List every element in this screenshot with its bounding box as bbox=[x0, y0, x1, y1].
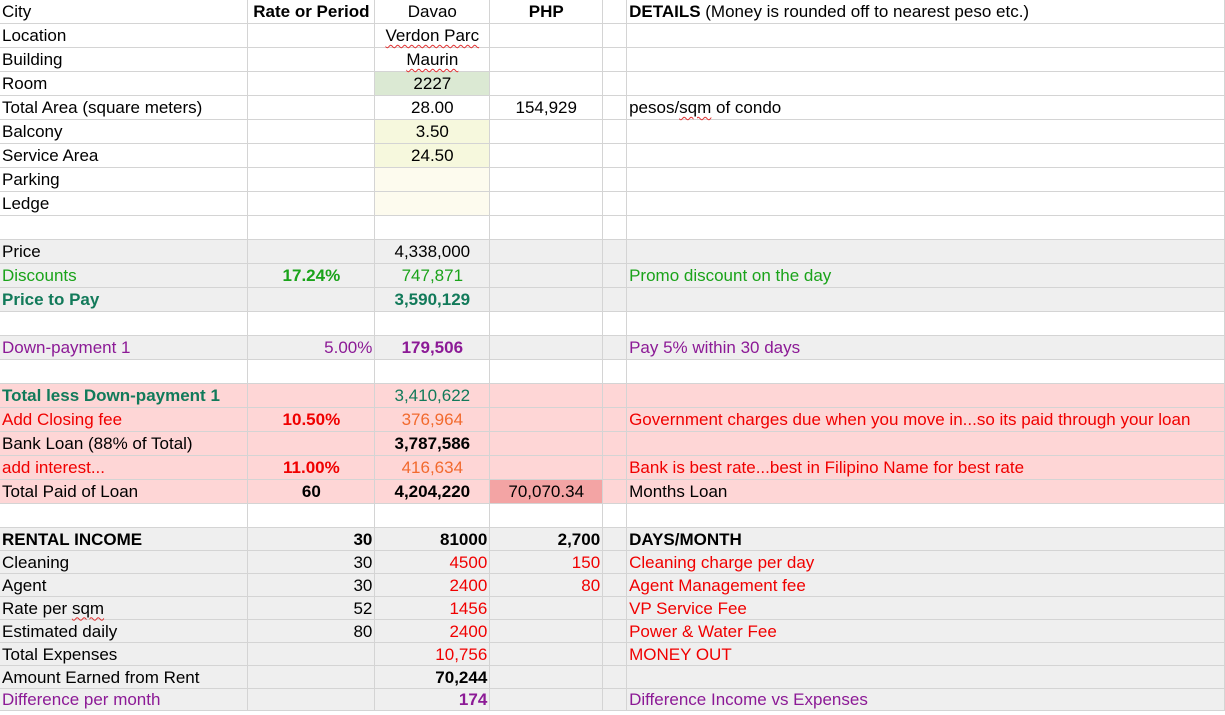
empty-cell[interactable] bbox=[248, 504, 375, 528]
empty-cell[interactable] bbox=[603, 551, 627, 574]
empty-cell[interactable] bbox=[490, 192, 603, 216]
header-row bbox=[0, 0, 1225, 24]
spacer-row bbox=[0, 360, 1225, 384]
area-row bbox=[0, 96, 1225, 120]
empty-cell[interactable] bbox=[490, 432, 603, 456]
less-downpayment-label[interactable]: Total less Down-payment 1 bbox=[0, 384, 248, 408]
empty-cell[interactable] bbox=[248, 48, 375, 72]
empty-cell[interactable] bbox=[603, 360, 627, 384]
estimated-daily-rate[interactable]: 80 bbox=[248, 620, 375, 643]
closing-rate[interactable]: 10.50% bbox=[248, 408, 375, 432]
difference-row bbox=[0, 689, 1225, 711]
location-value-text: Verdon Parc bbox=[385, 26, 480, 45]
service-label[interactable]: Service Area bbox=[0, 144, 248, 168]
ledge-row bbox=[0, 192, 1225, 216]
empty-cell[interactable] bbox=[490, 689, 603, 711]
area-note-sqm: sqm bbox=[679, 98, 712, 117]
total-expenses-value[interactable]: 10,756 bbox=[375, 643, 490, 666]
empty-cell[interactable] bbox=[248, 643, 375, 666]
empty-cell[interactable] bbox=[490, 216, 603, 240]
empty-cell[interactable] bbox=[603, 666, 627, 689]
empty-cell[interactable] bbox=[490, 144, 603, 168]
agent-label[interactable]: Agent bbox=[0, 574, 248, 597]
less-downpayment-row bbox=[0, 384, 1225, 408]
room-label[interactable]: Room bbox=[0, 72, 248, 96]
cleaning-row bbox=[0, 551, 1225, 574]
parking-label[interactable]: Parking bbox=[0, 168, 248, 192]
building-value-text: Maurin bbox=[406, 50, 459, 69]
empty-cell[interactable] bbox=[627, 72, 1225, 96]
empty-cell[interactable] bbox=[490, 620, 603, 643]
interest-rate[interactable]: 11.00% bbox=[248, 456, 375, 480]
empty-cell[interactable] bbox=[0, 360, 248, 384]
empty-cell[interactable] bbox=[0, 216, 248, 240]
empty-cell[interactable] bbox=[490, 168, 603, 192]
difference-note[interactable]: Difference Income vs Expenses bbox=[627, 689, 1225, 711]
empty-cell[interactable] bbox=[603, 48, 627, 72]
empty-cell[interactable] bbox=[248, 666, 375, 689]
location-row bbox=[0, 24, 1225, 48]
rate-header[interactable]: Rate or Period bbox=[248, 0, 375, 24]
spacer-row bbox=[0, 312, 1225, 336]
topay-label[interactable]: Price to Pay bbox=[0, 288, 248, 312]
area-note[interactable] bbox=[627, 96, 1225, 120]
empty-cell[interactable] bbox=[248, 168, 375, 192]
parking-row bbox=[0, 168, 1225, 192]
empty-cell[interactable] bbox=[490, 456, 603, 480]
empty-cell[interactable] bbox=[603, 689, 627, 711]
empty-cell[interactable] bbox=[248, 432, 375, 456]
empty-cell[interactable] bbox=[603, 620, 627, 643]
cleaning-rate[interactable]: 30 bbox=[248, 551, 375, 574]
empty-cell[interactable] bbox=[248, 120, 375, 144]
balcony-label[interactable]: Balcony bbox=[0, 120, 248, 144]
empty-cell[interactable] bbox=[603, 120, 627, 144]
empty-cell[interactable] bbox=[603, 144, 627, 168]
empty-cell[interactable] bbox=[603, 96, 627, 120]
area-note-post: of condo bbox=[711, 98, 782, 117]
bank-loan-value[interactable]: 3,787,586 bbox=[375, 432, 490, 456]
empty-cell[interactable] bbox=[603, 408, 627, 432]
rental-income-row bbox=[0, 528, 1225, 551]
estimated-daily-value[interactable]: 2400 bbox=[375, 620, 490, 643]
empty-cell[interactable] bbox=[490, 360, 603, 384]
amount-earned-label[interactable]: Amount Earned from Rent bbox=[0, 666, 248, 689]
empty-cell[interactable] bbox=[248, 96, 375, 120]
empty-cell[interactable] bbox=[603, 264, 627, 288]
downpayment-note[interactable]: Pay 5% within 30 days bbox=[627, 336, 1225, 360]
downpayment-row bbox=[0, 336, 1225, 360]
empty-cell[interactable] bbox=[490, 288, 603, 312]
total-expenses-row bbox=[0, 643, 1225, 666]
building-row bbox=[0, 48, 1225, 72]
closing-note[interactable]: Government charges due when you move in...so its paid through your loan bbox=[627, 408, 1225, 432]
empty-cell[interactable] bbox=[603, 24, 627, 48]
room-value[interactable]: 2227 bbox=[375, 72, 490, 96]
discount-value[interactable]: 747,871 bbox=[375, 264, 490, 288]
estimated-daily-row bbox=[0, 620, 1225, 643]
empty-cell[interactable] bbox=[490, 48, 603, 72]
amount-earned-value[interactable]: 70,244 bbox=[375, 666, 490, 689]
empty-cell[interactable] bbox=[603, 240, 627, 264]
empty-cell[interactable] bbox=[603, 72, 627, 96]
empty-cell[interactable] bbox=[490, 643, 603, 666]
discount-label[interactable]: Discounts bbox=[0, 264, 248, 288]
empty-cell[interactable] bbox=[603, 288, 627, 312]
amount-earned-row bbox=[0, 666, 1225, 689]
price-row bbox=[0, 240, 1225, 264]
building-value[interactable] bbox=[375, 48, 490, 72]
empty-cell[interactable] bbox=[375, 504, 490, 528]
topay-value[interactable]: 3,590,129 bbox=[375, 288, 490, 312]
empty-cell[interactable] bbox=[627, 144, 1225, 168]
empty-cell[interactable] bbox=[603, 643, 627, 666]
estimated-daily-note[interactable]: Power & Water Fee bbox=[627, 620, 1225, 643]
empty-cell[interactable] bbox=[627, 288, 1225, 312]
empty-cell[interactable] bbox=[603, 432, 627, 456]
empty-cell[interactable] bbox=[603, 480, 627, 504]
monthly-payment-value[interactable]: 70,070.34 bbox=[490, 480, 603, 504]
area-note-pre: pesos/ bbox=[629, 98, 680, 117]
parking-value[interactable] bbox=[375, 168, 490, 192]
closing-value[interactable]: 376,964 bbox=[375, 408, 490, 432]
cleaning-value[interactable]: 4500 bbox=[375, 551, 490, 574]
empty-cell[interactable] bbox=[248, 240, 375, 264]
empty-cell[interactable] bbox=[375, 360, 490, 384]
empty-cell[interactable] bbox=[627, 504, 1225, 528]
bank-loan-label[interactable]: Bank Loan (88% of Total) bbox=[0, 432, 248, 456]
empty-cell[interactable] bbox=[603, 574, 627, 597]
empty-cell[interactable] bbox=[627, 24, 1225, 48]
empty-cell[interactable] bbox=[375, 312, 490, 336]
agent-note[interactable]: Agent Management fee bbox=[627, 574, 1225, 597]
difference-label[interactable]: Difference per month bbox=[0, 689, 248, 711]
total-expenses-label[interactable]: Total Expenses bbox=[0, 643, 248, 666]
empty-cell[interactable] bbox=[603, 192, 627, 216]
estimated-daily-label[interactable]: Estimated daily bbox=[0, 620, 248, 643]
balcony-row bbox=[0, 120, 1225, 144]
empty-cell[interactable] bbox=[627, 48, 1225, 72]
empty-cell[interactable] bbox=[248, 689, 375, 711]
empty-cell[interactable] bbox=[603, 456, 627, 480]
empty-cell[interactable] bbox=[603, 597, 627, 620]
location-label[interactable]: Location bbox=[0, 24, 248, 48]
empty-cell[interactable] bbox=[627, 216, 1225, 240]
service-value[interactable]: 24.50 bbox=[375, 144, 490, 168]
empty-cell[interactable] bbox=[603, 0, 627, 24]
rental-income-value[interactable]: 81000 bbox=[375, 528, 490, 551]
empty-cell[interactable] bbox=[375, 216, 490, 240]
empty-cell[interactable] bbox=[490, 240, 603, 264]
empty-cell[interactable] bbox=[490, 597, 603, 620]
cleaning-label[interactable]: Cleaning bbox=[0, 551, 248, 574]
empty-cell[interactable] bbox=[248, 360, 375, 384]
interest-note[interactable]: Bank is best rate...best in Filipino Name for best rate bbox=[627, 456, 1225, 480]
empty-cell[interactable] bbox=[603, 528, 627, 551]
spacer-row bbox=[0, 216, 1225, 240]
empty-cell[interactable] bbox=[248, 24, 375, 48]
details-header[interactable] bbox=[627, 0, 1225, 24]
discount-note[interactable]: Promo discount on the day bbox=[627, 264, 1225, 288]
rate-per-sqm-value[interactable]: 1456 bbox=[375, 597, 490, 620]
empty-cell[interactable] bbox=[603, 504, 627, 528]
empty-cell[interactable] bbox=[248, 384, 375, 408]
area-label[interactable]: Total Area (square meters) bbox=[0, 96, 248, 120]
downpayment-value[interactable]: 179,506 bbox=[375, 336, 490, 360]
cleaning-php[interactable]: 150 bbox=[490, 551, 603, 574]
rate-per-sqm-note[interactable]: VP Service Fee bbox=[627, 597, 1225, 620]
building-label[interactable]: Building bbox=[0, 48, 248, 72]
location-value[interactable] bbox=[375, 24, 490, 48]
interest-label[interactable]: add interest... bbox=[0, 456, 248, 480]
empty-cell[interactable] bbox=[0, 312, 248, 336]
spacer-row bbox=[0, 504, 1225, 528]
davao-header[interactable]: Davao bbox=[375, 0, 490, 24]
total-paid-label[interactable]: Total Paid of Loan bbox=[0, 480, 248, 504]
empty-cell[interactable] bbox=[248, 72, 375, 96]
empty-cell[interactable] bbox=[490, 120, 603, 144]
downpayment-label[interactable]: Down-payment 1 bbox=[0, 336, 248, 360]
empty-cell[interactable] bbox=[627, 192, 1225, 216]
ledge-value[interactable] bbox=[375, 192, 490, 216]
agent-value[interactable]: 2400 bbox=[375, 574, 490, 597]
empty-cell[interactable] bbox=[490, 312, 603, 336]
empty-cell[interactable] bbox=[627, 168, 1225, 192]
empty-cell[interactable] bbox=[603, 312, 627, 336]
empty-cell[interactable] bbox=[627, 312, 1225, 336]
cleaning-note[interactable]: Cleaning charge per day bbox=[627, 551, 1225, 574]
discount-rate[interactable]: 17.24% bbox=[248, 264, 375, 288]
difference-value[interactable]: 174 bbox=[375, 689, 490, 711]
empty-cell[interactable] bbox=[248, 192, 375, 216]
ledge-label[interactable]: Ledge bbox=[0, 192, 248, 216]
empty-cell[interactable] bbox=[627, 432, 1225, 456]
total-paid-row bbox=[0, 480, 1225, 504]
empty-cell[interactable] bbox=[248, 312, 375, 336]
bank-loan-row bbox=[0, 432, 1225, 456]
empty-cell[interactable] bbox=[603, 168, 627, 192]
empty-cell[interactable] bbox=[627, 384, 1225, 408]
rate-per-sqm-rate[interactable]: 52 bbox=[248, 597, 375, 620]
empty-cell[interactable] bbox=[627, 666, 1225, 689]
area-php[interactable]: 154,929 bbox=[490, 96, 603, 120]
rate-per-sqm-row bbox=[0, 597, 1225, 620]
empty-cell[interactable] bbox=[490, 408, 603, 432]
discount-row bbox=[0, 264, 1225, 288]
rental-income-note[interactable]: DAYS/MONTH bbox=[627, 528, 1225, 551]
empty-cell[interactable] bbox=[490, 24, 603, 48]
total-expenses-note[interactable]: MONEY OUT bbox=[627, 643, 1225, 666]
city-header[interactable]: City bbox=[0, 0, 248, 24]
balcony-value[interactable]: 3.50 bbox=[375, 120, 490, 144]
interest-value[interactable]: 416,634 bbox=[375, 456, 490, 480]
empty-cell[interactable] bbox=[627, 240, 1225, 264]
empty-cell[interactable] bbox=[627, 360, 1225, 384]
topay-row bbox=[0, 288, 1225, 312]
empty-cell[interactable] bbox=[603, 216, 627, 240]
area-value[interactable]: 28.00 bbox=[375, 96, 490, 120]
empty-cell[interactable] bbox=[248, 144, 375, 168]
rate-per-sqm-label[interactable] bbox=[0, 597, 248, 620]
empty-cell[interactable] bbox=[490, 384, 603, 408]
details-header-bold: DETAILS bbox=[629, 2, 701, 21]
empty-cell[interactable] bbox=[490, 336, 603, 360]
less-downpayment-value[interactable]: 3,410,622 bbox=[375, 384, 490, 408]
empty-cell[interactable] bbox=[490, 72, 603, 96]
rate-per-sqm-label-pre: Rate per bbox=[2, 598, 72, 618]
closing-label[interactable]: Add Closing fee bbox=[0, 408, 248, 432]
rental-income-label[interactable]: RENTAL INCOME bbox=[0, 528, 248, 551]
room-row bbox=[0, 72, 1225, 96]
empty-cell[interactable] bbox=[490, 504, 603, 528]
empty-cell[interactable] bbox=[603, 336, 627, 360]
interest-row bbox=[0, 456, 1225, 480]
empty-cell[interactable] bbox=[627, 120, 1225, 144]
price-label[interactable]: Price bbox=[0, 240, 248, 264]
empty-cell[interactable] bbox=[0, 504, 248, 528]
php-header[interactable]: PHP bbox=[490, 0, 603, 24]
details-header-note: (Money is rounded off to nearest peso etc.) bbox=[700, 2, 1030, 21]
downpayment-rate[interactable]: 5.00% bbox=[248, 336, 375, 360]
total-paid-value[interactable]: 4,204,220 bbox=[375, 480, 490, 504]
empty-cell[interactable] bbox=[248, 288, 375, 312]
service-row bbox=[0, 144, 1225, 168]
rental-income-rate[interactable]: 30 bbox=[248, 528, 375, 551]
rental-income-php[interactable]: 2,700 bbox=[490, 528, 603, 551]
empty-cell[interactable] bbox=[248, 216, 375, 240]
total-paid-note[interactable]: Months Loan bbox=[627, 480, 1225, 504]
empty-cell[interactable] bbox=[490, 264, 603, 288]
agent-rate[interactable]: 30 bbox=[248, 574, 375, 597]
rate-per-sqm-label-sqm: sqm bbox=[71, 598, 105, 618]
closing-row bbox=[0, 408, 1225, 432]
agent-row bbox=[0, 574, 1225, 597]
total-paid-period[interactable]: 60 bbox=[248, 480, 375, 504]
agent-php[interactable]: 80 bbox=[490, 574, 603, 597]
price-value[interactable]: 4,338,000 bbox=[375, 240, 490, 264]
empty-cell[interactable] bbox=[603, 384, 627, 408]
empty-cell[interactable] bbox=[490, 666, 603, 689]
